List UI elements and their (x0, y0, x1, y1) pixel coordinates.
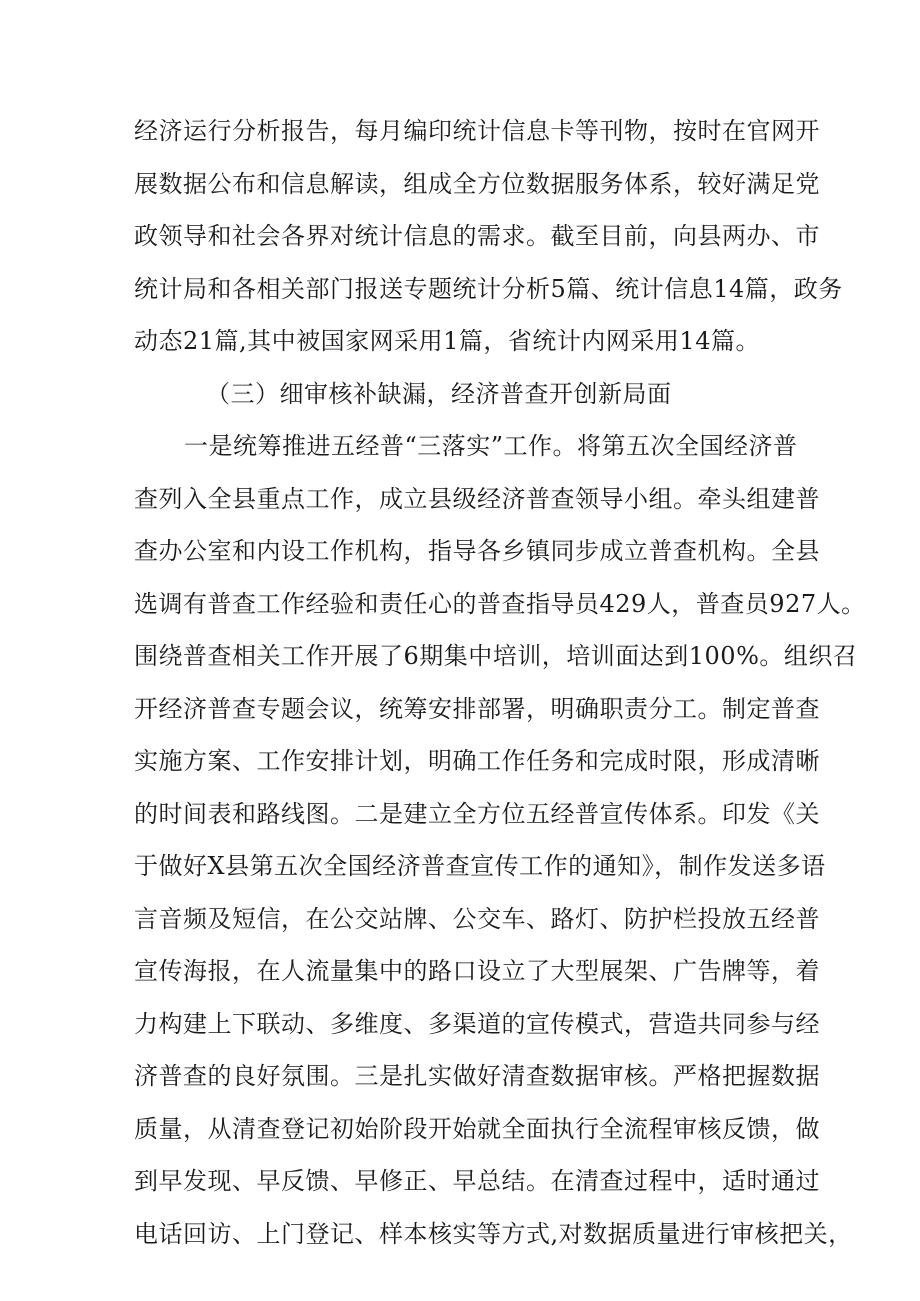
paragraph-line: 电话回访、上门登记、样本核实等方式,对数据质量进行审核把关， (134, 1219, 853, 1248)
paragraph-line: 查办公室和内设工作机构，指导各乡镇同步成立普查机构。全县 (134, 537, 820, 565)
paragraph-line: 经济运行分析报告，每月编印统计信息卡等刊物，按时在官网开 (134, 117, 820, 145)
paragraph-line: 济普查的良好氛围。三是扎实做好清查数据审核。严格把握数据 (134, 1062, 820, 1090)
paragraph-line: 于做好X县第五次全国经济普查宣传工作的通知》，制作发送多语 (134, 852, 826, 880)
paragraph-line: 统计局和各相关部门报送专题统计分析5篇、统计信息14篇，政务 (134, 274, 843, 303)
section-heading: （三）细审核补缺漏，经济普查开创新局面 (206, 379, 672, 408)
paragraph-line: 质量，从清查登记初始阶段开始就全面执行全流程审核反馈，做 (134, 1114, 820, 1143)
paragraph-line: 言音频及短信，在公交站牌、公交车、路灯、防护栏投放五经普 (134, 904, 820, 933)
paragraph-line: 力构建上下联动、多维度、多渠道的宣传模式，营造共同参与经 (134, 1009, 820, 1038)
paragraph-line: 查列入全县重点工作，成立县级经济普查领导小组。牵头组建普 (134, 484, 820, 513)
paragraph-line: 展数据公布和信息解读，组成全方位数据服务体系，较好满足党 (134, 169, 820, 198)
paragraph-economic-census (134, 420, 866, 1260)
paragraph-line: 政领导和社会各界对统计信息的需求。截至目前，向县两办、市 (134, 222, 820, 250)
paragraph-line: 到早发现、早反馈、早修正、早总结。在清查过程中，适时通过 (134, 1167, 820, 1195)
paragraph-line: 宣传海报，在人流量集中的路口设立了大型展架、广告牌等，着 (134, 957, 820, 985)
paragraph-line: 一是统筹推进五经普“三落实”工作。将第五次全国经济普 (184, 432, 798, 460)
paragraph-line: 开经济普查专题会议，统筹安排部署，明确职责分工。制定普查 (134, 694, 820, 723)
paragraph-line: 动态21篇,其中被国家网采用1篇，省统计内网采用14篇。 (134, 327, 760, 355)
paragraph-line: 选调有普查工作经验和责任心的普查指导员429人，普查员927人。 (134, 589, 866, 618)
paragraph-line: 的时间表和路线图。二是建立全方位五经普宣传体系。印发《关 (134, 799, 820, 828)
document-body (134, 105, 866, 1260)
paragraph-line: 实施方案、工作安排计划，明确工作任务和完成时限，形成清晰 (134, 747, 820, 775)
paragraph-line: 围绕普查相关工作开展了6期集中培训，培训面达到100%。组织召 (134, 642, 858, 670)
paragraph-statistics-services (134, 105, 843, 368)
